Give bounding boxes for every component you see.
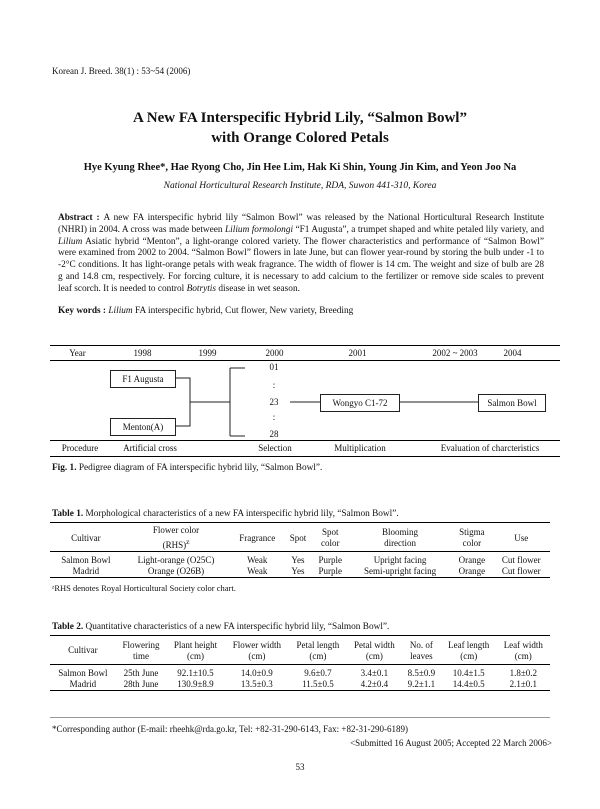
t1-cell: Purple <box>318 566 343 576</box>
abstract-label: Abstract : <box>58 213 104 223</box>
t1-cell: Light-orange (O25C) <box>137 555 215 565</box>
t2-h-plant-height: Plant height (cm) <box>173 639 218 661</box>
selection-01: 01 <box>269 362 279 372</box>
abstract-species-2: Lilium <box>58 236 83 247</box>
t1-h-blooming: Blooming direction <box>382 527 419 548</box>
t1-h-spot: Spot <box>289 532 307 543</box>
figure-procedure-rule <box>50 440 560 441</box>
t2-cell: Madrid <box>69 678 97 689</box>
keywords-label: Key words : <box>58 306 109 316</box>
procedure-evaluation: Evaluation of charcteristics <box>440 443 540 453</box>
keywords <box>58 306 544 316</box>
cultivar-salmon-bowl: Salmon Bowl <box>478 394 546 412</box>
figure-1-caption <box>52 463 322 473</box>
t2-cell: 11.5±0.5 <box>302 678 334 689</box>
journal-reference: Korean J. Breed. 38(1) : 53~54 (2006) <box>52 66 191 76</box>
t2-cell: Salmon Bowl <box>58 667 108 678</box>
t1-h-fragrance: Fragrance <box>239 532 276 543</box>
t1-cell: Weak <box>247 555 268 565</box>
article-title-line2: with Orange Colored Petals <box>211 130 389 146</box>
t1-cell: Cut flower <box>501 555 541 565</box>
t1-cell: Salmon Bowl <box>61 555 111 565</box>
procedure-label: Procedure <box>61 443 99 453</box>
t1-cell: Semi-upright facing <box>363 566 437 576</box>
table-2 <box>50 638 550 691</box>
fig-header-2001: 2001 <box>348 348 367 358</box>
table-1-note: ᶻRHS denotes Royal Horticultural Society color chart. <box>52 583 236 593</box>
fig-header-2000: 2000 <box>265 348 284 358</box>
abstract-species-1: Lilium formolongi <box>225 224 294 235</box>
fig-header-2004: 2004 <box>503 348 522 358</box>
table-1-caption <box>52 509 399 519</box>
procedure-selection: Selection <box>258 443 292 453</box>
fig-header-1999: 1999 <box>198 348 217 358</box>
corresponding-author-footnote: *Corresponding author (E-mail: rheehk@rda.go.kr, Tel: +82-31-290-6143, Fax: +82-31-290-6189) <box>52 724 408 734</box>
t1-cell: Weak <box>247 566 268 576</box>
table-1 <box>50 525 550 579</box>
table-1-top-rule <box>50 522 550 523</box>
keywords-text: FA interspecific hybrid, Cut flower, New variety, Breeding <box>132 306 354 316</box>
table-1-caption-label: Table 1. <box>52 509 84 519</box>
t2-cell: 1.8±0.2 <box>509 667 538 678</box>
cross-bracket <box>175 378 190 426</box>
t2-cell: 14.4±0.5 <box>452 678 485 689</box>
table-2-caption-label: Table 2. <box>52 622 84 632</box>
fig-header-1998: 1998 <box>133 348 152 358</box>
t2-h-leaves: No. of leaves <box>409 639 433 661</box>
t2-h-petal-width: Petal width (cm) <box>354 639 395 661</box>
table-row <box>50 664 550 679</box>
t1-cell: Purple <box>318 555 343 565</box>
selection-colon-1: : <box>272 380 276 390</box>
t1-cell: Madrid <box>72 566 100 576</box>
t2-cell: 14.0±0.9 <box>240 667 273 678</box>
page-number: 53 <box>295 762 305 772</box>
table-1-header-row <box>50 525 550 552</box>
selection-colon-2: : <box>272 412 276 422</box>
t1-cell: Yes <box>291 566 305 576</box>
abstract-species-3: Botrytis <box>186 283 217 294</box>
t2-h-flowering: Flowering time <box>122 639 160 661</box>
parent-f1-augusta: F1 Augusta <box>110 370 176 388</box>
table-1-bottom-rule-row <box>50 578 550 579</box>
figure-1-caption-text: Pedigree diagram of FA interspecific hybrid lily, “Salmon Bowl”. <box>76 463 323 473</box>
t2-cell: 3.4±0.1 <box>360 667 389 678</box>
affiliation: National Horticultural Research Institute, RDA, Suwon 441-310, Korea <box>163 181 437 191</box>
t2-h-leaf-length: Leaf length (cm) <box>448 639 490 661</box>
table-row <box>50 552 550 567</box>
table-2-bottom-rule-row <box>50 690 550 691</box>
abstract-text-4: disease in wet season. <box>216 283 300 294</box>
author-list: Hye Kyung Rhee*, Hae Ryong Cho, Jin Hee Lim, Hak Ki Shin, Young Jin Kim, and Yeon Joo Na <box>83 162 517 173</box>
t2-cell: 10.4±1.5 <box>452 667 485 678</box>
selection-28: 28 <box>269 429 279 439</box>
table-2-caption-text: Quantitative characteristics of a new FA interspecific hybrid lily, “Salmon Bowl”. <box>83 622 390 632</box>
pedigree-diagram <box>50 340 560 458</box>
t1-h-use: Use <box>514 532 529 543</box>
footnote-rule <box>50 717 550 718</box>
t1-h-spot-color: Spot color <box>321 527 340 548</box>
t1-h-cultivar: Cultivar <box>71 532 101 543</box>
table-2-caption <box>52 622 389 632</box>
t2-cell: 130.9±8.9 <box>177 678 214 689</box>
table-2-top-rule <box>50 635 550 636</box>
t2-h-flower-width: Flower width (cm) <box>232 639 281 661</box>
t1-h-stigma: Stigma color <box>459 527 485 548</box>
t2-cell: 2.1±0.1 <box>509 678 538 689</box>
procedure-artificial-cross: Artificial cross <box>123 443 177 453</box>
table-1-caption-text: Morphological characteristics of a new FA interspecific hybrid lily, “Salmon Bowl”. <box>83 509 399 519</box>
t1-cell: Orange <box>458 566 486 576</box>
table-row <box>50 566 550 578</box>
abstract-text-1: A new FA interspecific hybrid lily “Salmon Bowl” was released by the National Horticultural Research Institute (NHRI) in 2004. A cross was made between <box>58 213 544 235</box>
t2-cell: 8.5±0.9 <box>407 667 436 678</box>
table-row <box>50 679 550 691</box>
t2-h-cultivar: Cultivar <box>68 645 98 656</box>
t2-cell: 25th June <box>123 667 159 678</box>
procedure-multiplication: Multiplication <box>334 443 386 453</box>
t2-h-petal-length: Petal length (cm) <box>296 639 340 661</box>
t2-cell: 28th June <box>123 678 159 689</box>
abstract-text-2: “F1 Augusta”, a trumpet shaped and white petaled lily variety, and <box>293 224 544 235</box>
fig-header-year: Year <box>69 348 86 358</box>
t1-cell: Orange <box>458 555 486 565</box>
article-title-line1: A New FA Interspecific Hybrid Lily, “Salmon Bowl” <box>133 110 467 126</box>
submission-dates: <Submitted 16 August 2005; Accepted 22 March 2006> <box>350 738 552 748</box>
abstract-text-3: Asiatic hybrid “Menton”, a light-orange colored variety. The flower characteristics and performance of “Salmon Bowl” were examined from 2002 to 2004. “Salmon Bowl” flowers in late June, but can flower year-round by storing the bulb under -1 to -2°C conditions. It has light-orange petals with weak fragrance. The width of flower is 14 cm. The weight and size of bulb are 28 g and 14.8 cm, respectively. For forcing culture, it is necessary to add calcium to the fertilizer or remove side scales to prevent leaf scorch. It is needed to control <box>58 236 544 294</box>
t2-h-leaf-width: Leaf width (cm) <box>503 639 543 661</box>
t2-cell: 92.1±10.5 <box>177 667 214 678</box>
t1-cell: Yes <box>291 555 305 565</box>
t2-cell: 9.6±0.7 <box>304 667 332 678</box>
keywords-species: Lilium <box>108 306 133 316</box>
figure-1-caption-label: Fig. 1. <box>52 463 77 473</box>
t2-cell: 13.5±0.3 <box>240 678 273 689</box>
parent-menton: Menton(A) <box>110 418 176 436</box>
t1-cell: Upright facing <box>373 555 427 565</box>
fig-header-2002-2003: 2002 ~ 2003 <box>432 348 478 358</box>
t1-h-flower-color: Flower color (RHS)$^z$ <box>152 525 200 550</box>
t1-cell: Orange (O26B) <box>147 566 205 576</box>
figure-bottom-rule <box>50 456 560 457</box>
selection-23: 23 <box>269 397 279 407</box>
t1-cell: Cut flower <box>501 566 541 576</box>
t2-cell: 9.2±1.1 <box>407 678 436 689</box>
t2-cell: 4.2±0.4 <box>360 678 389 689</box>
table-2-header-row <box>50 638 550 664</box>
abstract <box>58 213 544 296</box>
line-wongyo-c1-72: Wongyo C1-72 <box>320 394 400 412</box>
